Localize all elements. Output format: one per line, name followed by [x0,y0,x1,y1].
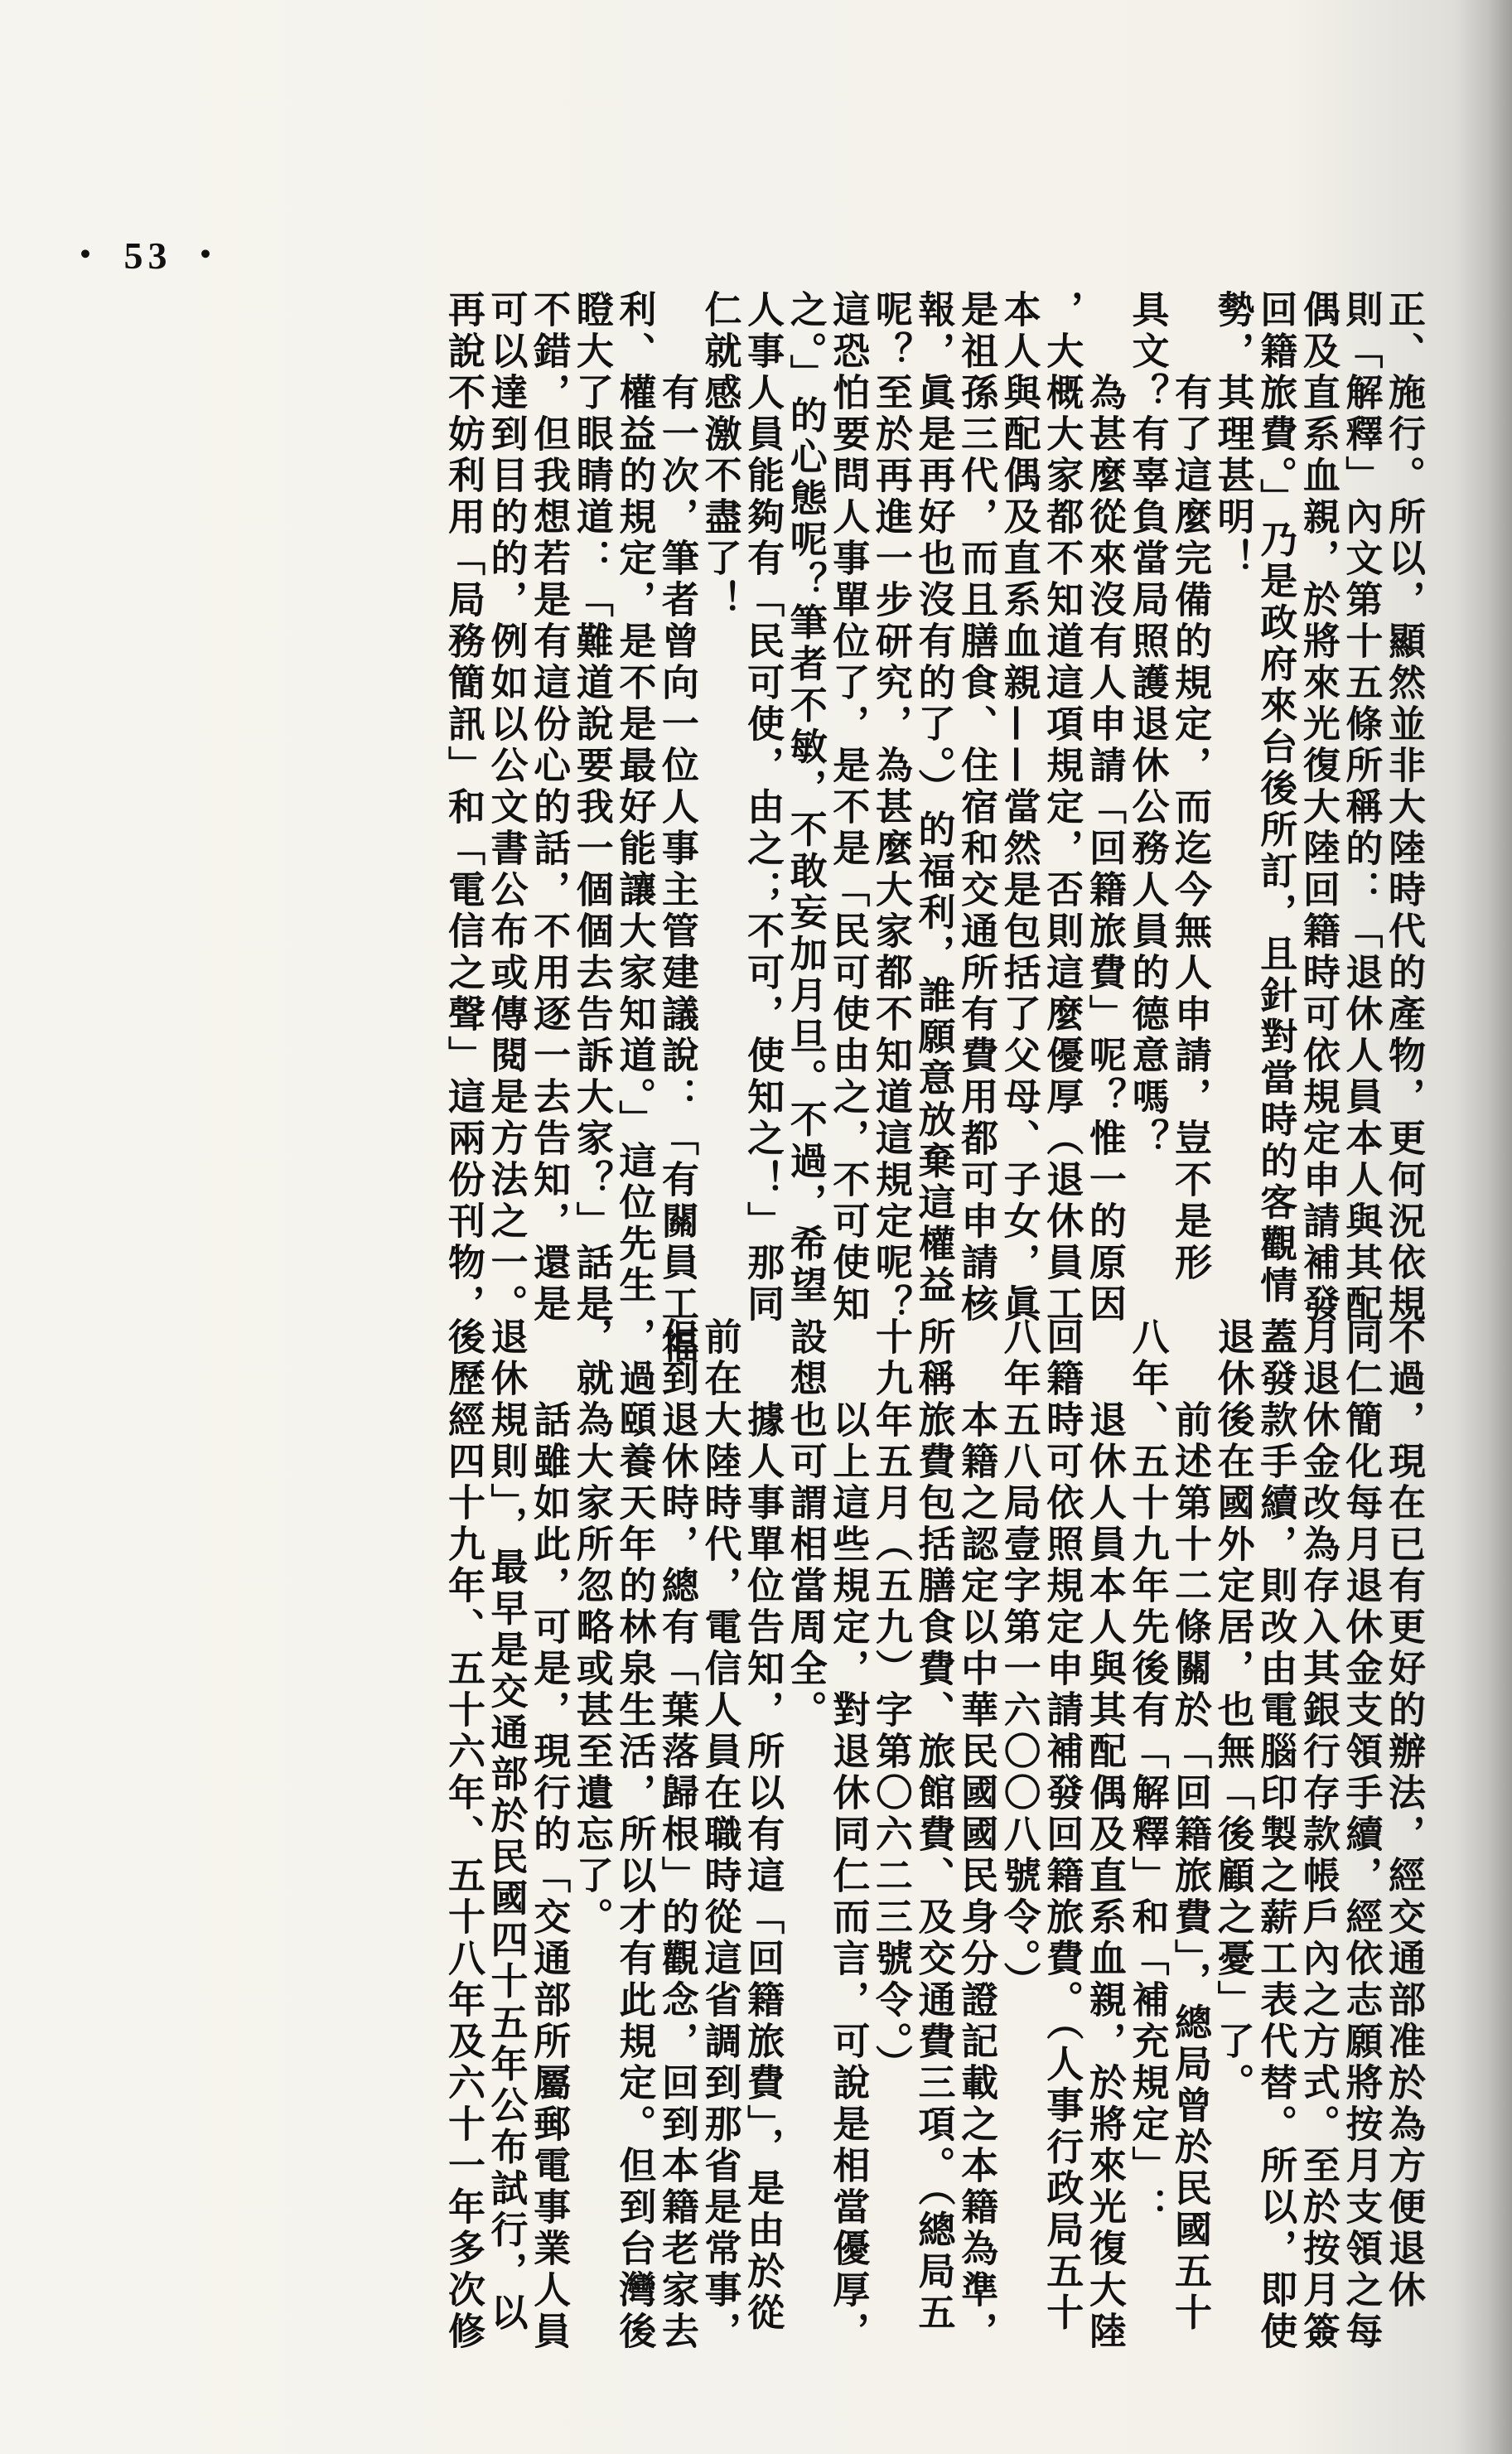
text-column: 可以達到目的的，例如以公文書公布或傳閱是方法之一。 [484,290,529,1326]
text-column: 回籍時可依照規定申請補發回籍旅費。（人事行政局五十 [1040,1317,1084,2335]
text-column: 瞪大了眼睛道：「難道說要我一個個去告訴大家？」話是 [569,290,614,1326]
text-column: 本籍之認定以中華民國國民身分證記載之本籍為準， [954,1317,999,2353]
text-column: 偶及直系血親，於將來光復大陸回籍時可依規定申請補發 [1296,290,1341,1326]
text-column: 利、權益的規定，是不是最好能讓大家知道。」這位先生 [612,290,657,1307]
text-column: 報，眞是再好也沒有的了。）的福利，誰願意放棄這權益 [911,290,956,1307]
text-column: 據人事單位告知，所以有這「回籍旅費」，是由於從 [741,1317,785,2335]
text-column: 人事人員能夠有「民可使，由之；不可，使知之！」那同 [741,290,785,1326]
text-column: 前述第十二條關於「回籍旅費」，總局曾於民國五十 [1168,1317,1213,2335]
text-column: 設想也可謂相當周全。 [783,1317,828,1732]
text-column: ，就為大家所忽略或甚至遺忘了。 [569,1317,614,1939]
text-column: 勢，其理甚明！ [1210,290,1255,580]
text-column: 但到退休時，總有「葉落歸根」的觀念，回到本籍老家去 [655,1317,699,2353]
text-column: 之。」的心態呢？筆者不敏，不敢妄加月旦。不過，希望 [783,290,828,1307]
lower-text-block [124,1317,1426,2353]
text-column: 前在大陸時代，電信人員在職時從這省調到那省是常事， [698,1317,742,2353]
text-column: 有一次，筆者曾向一位人事主管建議說：「有關員工福 [655,290,699,1367]
text-column: 具文？有辜負當局照護退休公務人員的德意嗎？ [1125,290,1170,1160]
text-column: 本人與配偶及直系血親——當然是包括了父母、子女，眞 [997,290,1041,1326]
text-column: 不過，現在已有更好的辦法，經交通部准於為方便退休 [1382,1317,1426,2311]
text-column: 同仁簡化每月退休金支領手續，經依志願將按月支領之每 [1339,1317,1384,2353]
text-column: 所稱旅費包括膳食費、旅館費、及交通費三項。（總局五 [911,1317,956,2335]
text-column: 為甚麼從來沒有人申請「回籍旅費」呢？惟一的原因 [1082,290,1127,1326]
text-column: 呢？至於再進一步研究，為甚麼大家都不知道這規定呢？ [868,290,913,1326]
text-column: 仁就感激不盡了！ [698,290,742,621]
text-column: 不錯，但我想若是有這份心的話，不用逐一去告知，還是 [527,290,572,1326]
text-column: ，過頤養天年的林泉生活，所以才有此規定。但到台灣後 [612,1317,657,2353]
text-column: 這恐怕要問人事單位了，是不是「民可使由之，不可使知 [826,290,871,1326]
upper-text-block [124,290,1426,1367]
text-column: 八年五八局壹字第一六〇〇八號令。） [997,1317,1041,2003]
page-edge-shadow [1454,0,1512,2454]
text-column: 再說不妨利用「局務簡訊」和「電信之聲」這兩份刊物， [441,290,485,1326]
text-column: ，大概大家都不知道這項規定，否則這麼優厚（退休員工 [1040,290,1084,1326]
text-column: 話雖如此，可是，現行的「交通部所屬郵電事業人員 [527,1317,572,2353]
text-column: 後歷經四十九年、五十六年、五十八年及六十一年多次修 [441,1317,485,2353]
text-column: 以上這些規定，對退休同仁而言，可說是相當優厚， [826,1317,871,2353]
text-column: 月退休金改為存入其銀行存款帳戶內之方式。至於按月簽 [1296,1317,1341,2353]
text-column: 則「解釋」內文第十五條所稱的：「退休人員本人與其配 [1339,290,1384,1326]
text-column: 是祖孫三代，而且膳食、住宿和交通所有費用都可申請核 [954,290,999,1326]
text-column: 正、施行。所以，顯然並非大陸時代的產物，更何況依規 [1382,290,1426,1326]
text-column: 八年、五十九年先後有「解釋」和「補充規定」： [1125,1317,1170,2229]
text-column: 有了這麼完備的規定，而迄今無人申請，豈不是形 [1168,290,1213,1284]
text-column: 十九年五月（五九）字第〇六二三號令。） [868,1317,913,2086]
text-column: 退休規則」，最早是交通部於民國四十五年公布試行，以 [484,1317,529,2335]
text-column: 退休後在國外定居，也無「後顧之憂」了。 [1210,1317,1255,2104]
page-number: ・ 53 ・ [66,234,229,277]
text-column: 退休人員本人與其配偶及直系血親，於將來光復大陸 [1082,1317,1127,2353]
text-column: 回籍旅費。」乃是政府來台後所訂，且針對當時的客觀情 [1254,290,1298,1307]
text-column: 蓋發款手續，則改由電腦印製之薪工表代替。所以，即使 [1254,1317,1298,2353]
